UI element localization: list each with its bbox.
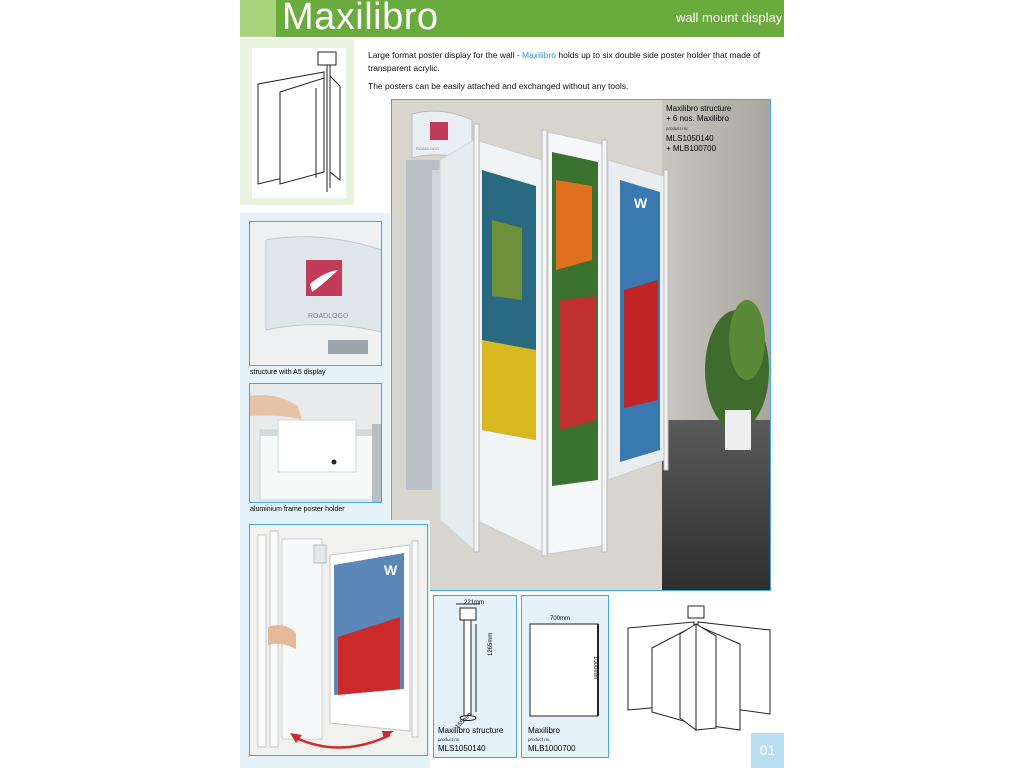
intro-paragraph-1 [368, 49, 768, 74]
intro-text-part: holds up to six double side poster holder that made of transparent acrylic. [368, 50, 761, 73]
dim-width-700: 700mm [550, 616, 571, 622]
main-photo-info [666, 104, 731, 154]
page-number: 01 [751, 733, 784, 768]
thumb-frame-holder [249, 383, 382, 503]
dim-height-1265: 1265mm [488, 632, 494, 656]
wall-display-photo [392, 100, 771, 591]
intro-text [368, 49, 768, 93]
a5-logo-text: ROADLOGO [308, 313, 349, 320]
main-product-photo [391, 99, 771, 591]
page-subtitle: wall mount display [676, 10, 783, 25]
thumb-flip-posters [249, 524, 428, 756]
holder-product-label: product no. [528, 737, 551, 742]
info-product-label: product no. [666, 126, 689, 131]
maxilibro-link[interactable]: Maxilibro [522, 50, 557, 60]
holder-name: Maxilibro [528, 726, 561, 735]
info-code-2: + MLB100700 [666, 144, 717, 153]
thumb-a5-display [249, 221, 382, 366]
caption-a5: structure with A5 display [250, 369, 326, 376]
structure-product-label: product no. [438, 737, 461, 742]
spec-structure-box [433, 595, 517, 758]
holder-code: MLB1000700 [528, 744, 576, 753]
fan-display-sketch [624, 600, 774, 732]
a5-display-photo [250, 222, 382, 366]
structure-name: Maxilibro structure [438, 726, 504, 735]
caption-frame: aluminium frame poster holder [250, 506, 345, 513]
dim-depth-155: 155mm [454, 711, 474, 731]
spec-holder-box [521, 595, 609, 758]
dim-width-221: 221mm [464, 600, 485, 606]
structure-code: MLS1050140 [438, 744, 486, 753]
flip-posters-photo [250, 525, 428, 756]
frame-holder-photo [250, 384, 382, 503]
svg-text:W: W [634, 195, 648, 211]
info-line-2: + 6 nos. Maxilibro [666, 114, 729, 123]
info-line-1: Maxilibro structure [666, 104, 732, 113]
intro-paragraph-2: The posters can be easily attached and exchanged without any tools. [368, 81, 629, 91]
wall-display-sketch [252, 48, 346, 198]
header-accent [240, 0, 276, 37]
svg-text:W: W [384, 562, 398, 578]
line-drawing-box [252, 48, 346, 198]
page-title: Maxilibro [282, 0, 439, 38]
intro-text-part: Large format poster display for the wall - [368, 50, 523, 60]
sign-logo-text: ROADLOGO [416, 146, 440, 151]
dim-height-1000: 1000mm [592, 656, 598, 680]
info-code-1: MLS1050140 [666, 134, 714, 143]
